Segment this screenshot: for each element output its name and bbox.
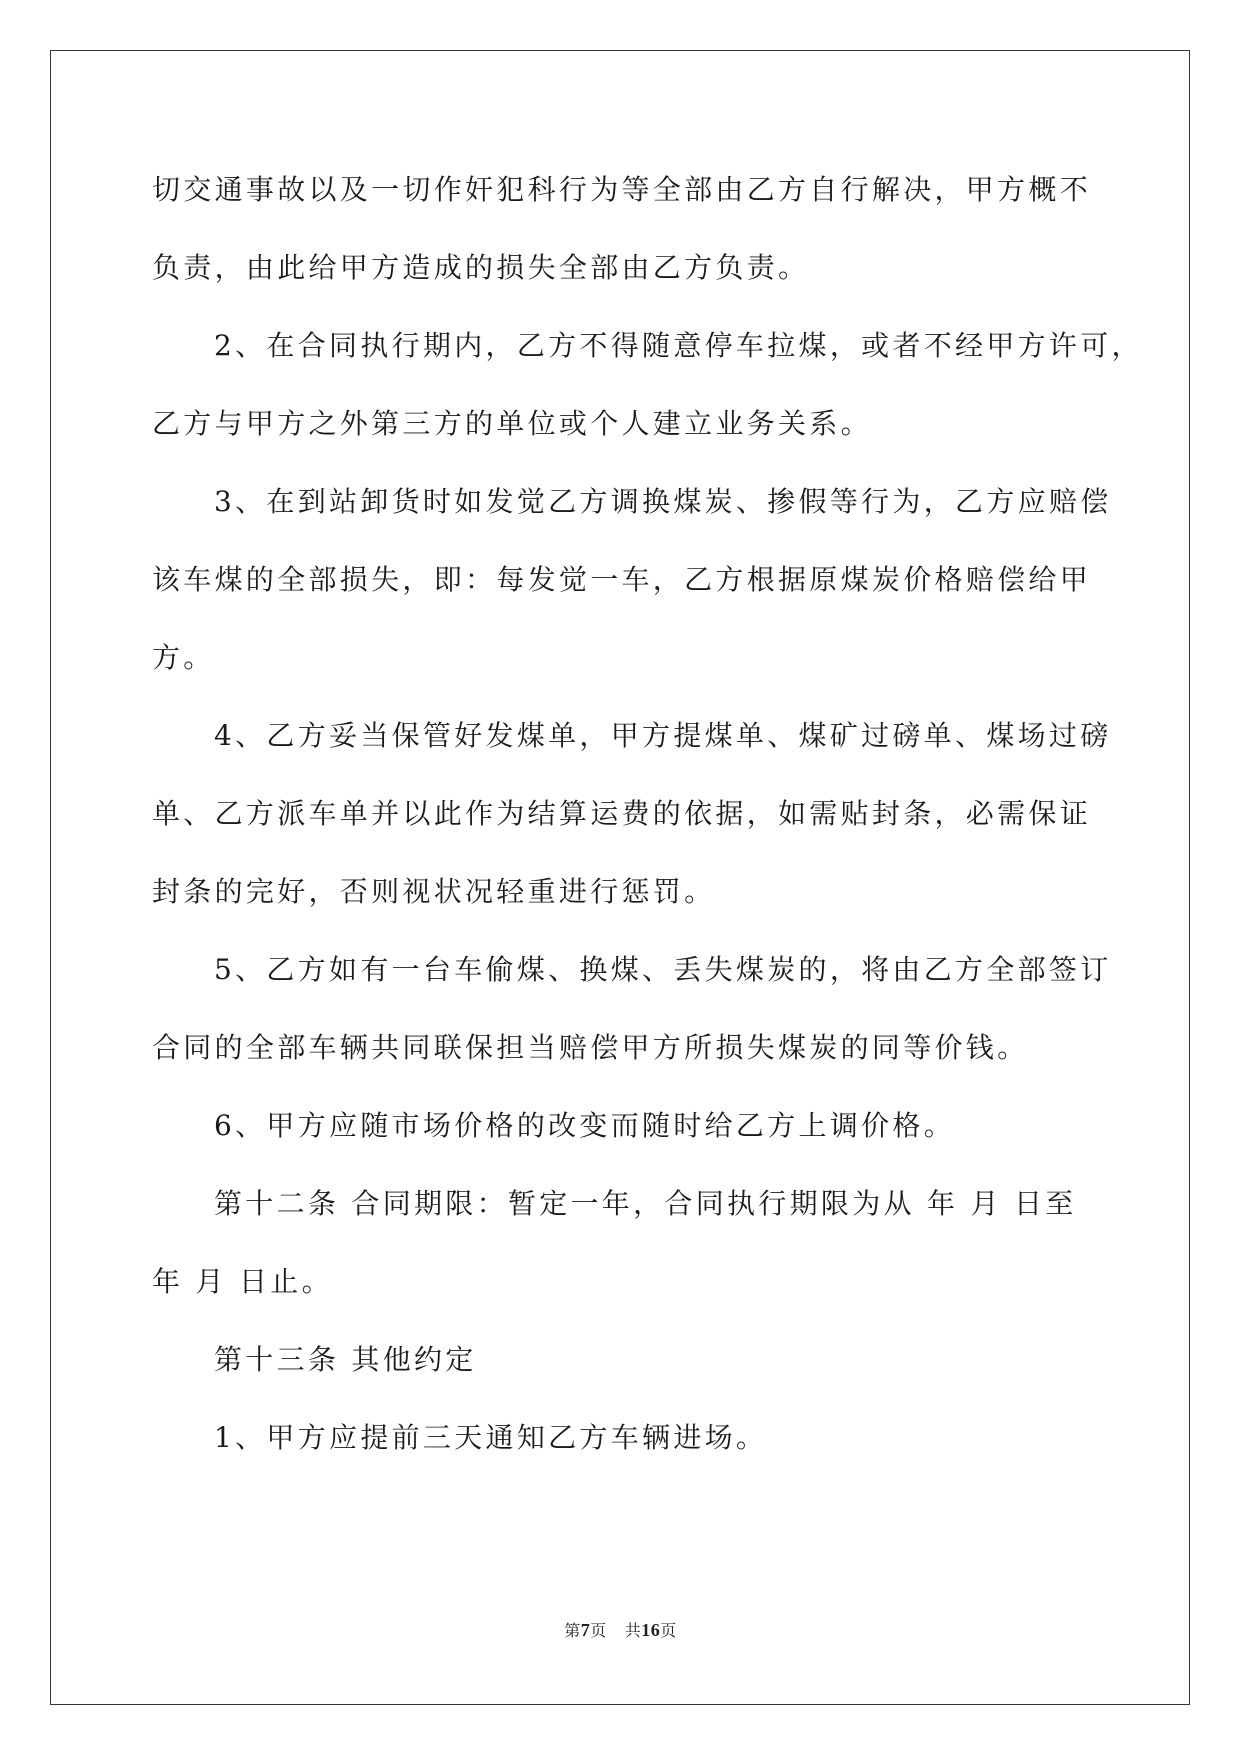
total-label-suffix: 页 <box>660 1623 677 1640</box>
text-line: 封条的完好，否则视状况轻重进行惩罚。 <box>152 875 716 908</box>
page-number: 7 <box>580 1620 591 1640</box>
page-footer <box>0 1618 1241 1641</box>
paragraph-line: 6、甲方应随市场价格的改变而随时给乙方上调价格。 <box>214 1109 956 1142</box>
paragraph-line: 3、在到站卸货时如发觉乙方调换煤炭、掺假等行为，乙方应赔偿 <box>214 485 1112 518</box>
paragraph-line: 4、乙方妥当保管好发煤单，甲方提煤单、煤矿过磅单、煤场过磅 <box>214 719 1112 752</box>
article-heading-line: 第十三条 其他约定 <box>214 1343 477 1376</box>
document-body <box>152 166 1143 1492</box>
text-line: 乙方与甲方之外第三方的单位或个人建立业务关系。 <box>152 407 872 440</box>
paragraph-line: 2、在合同执行期内，乙方不得随意停车拉煤，或者不经甲方许可， <box>214 329 1143 362</box>
text-line: 切交通事故以及一切作奸犯科行为等全部由乙方自行解决，甲方概不 <box>152 173 1092 206</box>
text-line: 年 月 日止。 <box>152 1265 333 1298</box>
paragraph-line: 5、乙方如有一台车偷煤、换煤、丢失煤炭的，将由乙方全部签订 <box>214 953 1112 986</box>
text-line: 方。 <box>152 641 215 674</box>
text-line: 负责，由此给甲方造成的损失全部由乙方负责。 <box>152 251 810 284</box>
page-label-suffix: 页 <box>590 1623 607 1640</box>
article-heading-line: 第十二条 合同期限：暂定一年，合同执行期限为从 年 月 日至 <box>214 1187 1077 1220</box>
text-line: 该车煤的全部损失，即：每发觉一车，乙方根据原煤炭价格赔偿给甲 <box>152 563 1092 596</box>
text-line: 单、乙方派车单并以此作为结算运费的依据，如需贴封条，必需保证 <box>152 797 1092 830</box>
total-label-prefix: 共 <box>624 1623 642 1640</box>
text-line: 合同的全部车辆共同联保担当赔偿甲方所损失煤炭的同等价钱。 <box>152 1031 1029 1064</box>
page-label-prefix: 第 <box>564 1623 581 1640</box>
total-pages: 16 <box>641 1620 661 1640</box>
paragraph-line: 1、甲方应提前三天通知乙方车辆进场。 <box>214 1421 768 1454</box>
